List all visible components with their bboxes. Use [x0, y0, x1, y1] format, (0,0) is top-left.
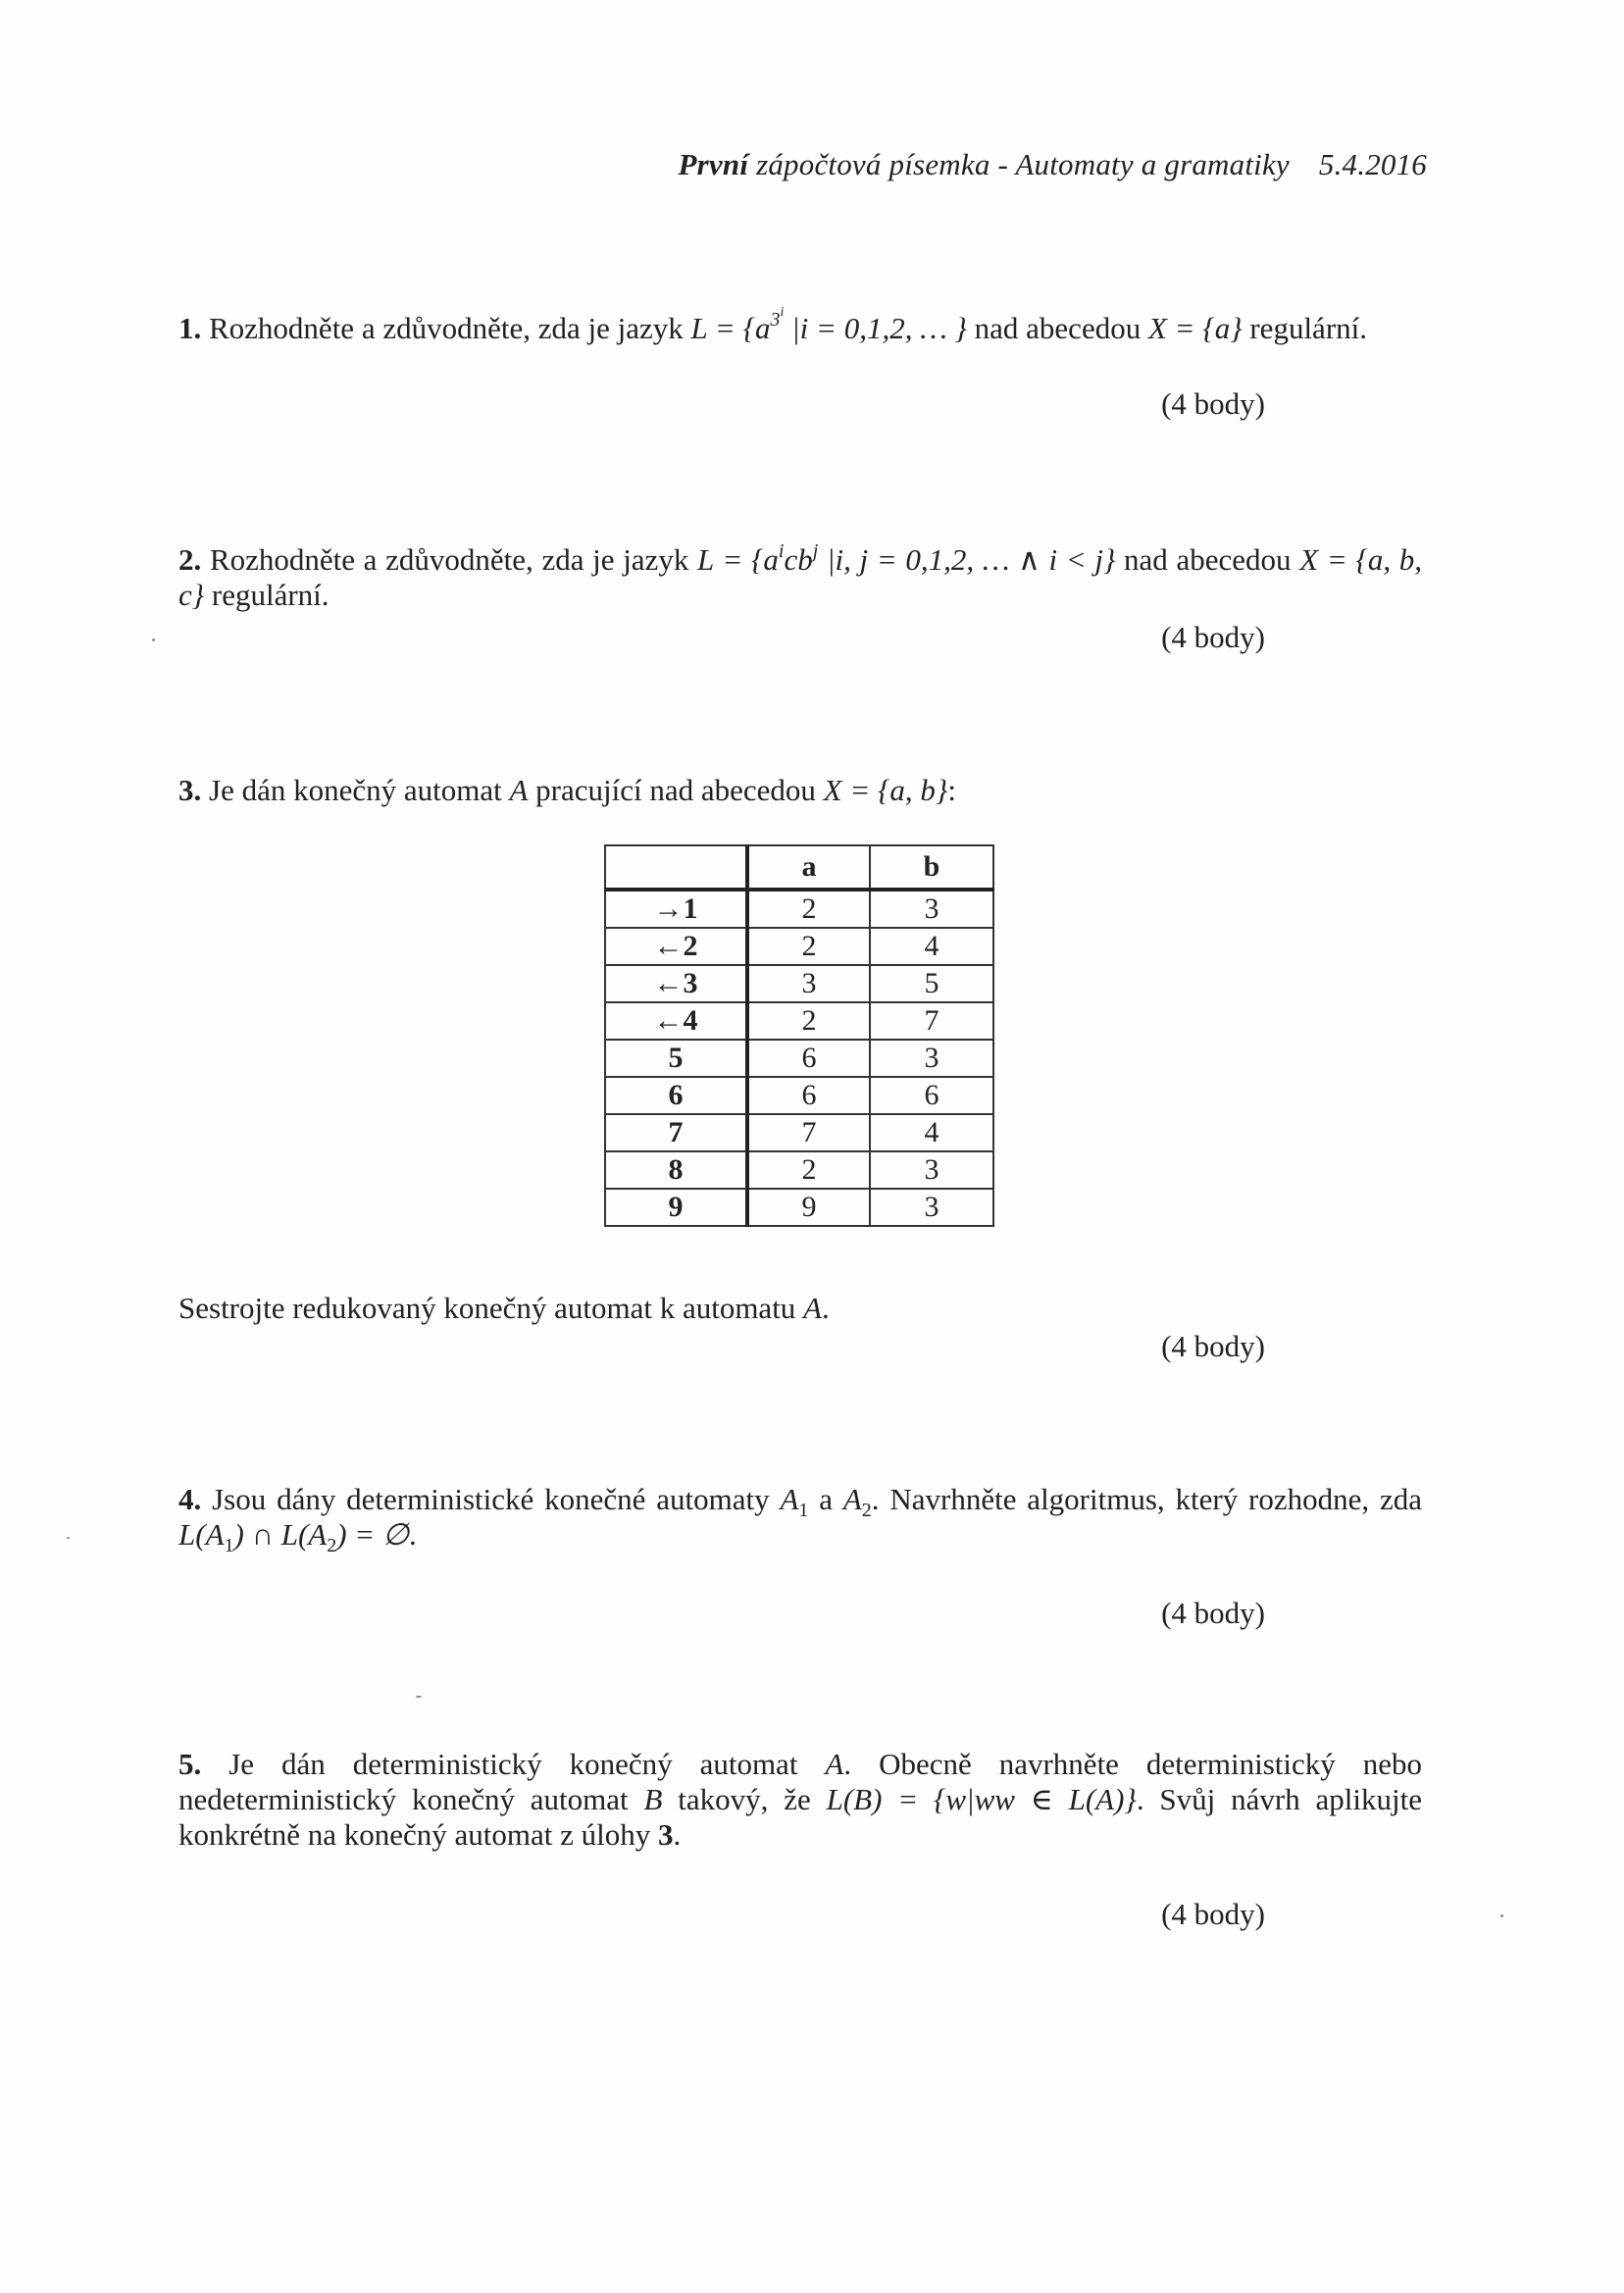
task-4-text-a: Jsou dány deterministické konečné automaty	[201, 1482, 781, 1516]
speck	[1500, 1914, 1503, 1917]
task-3-number: 3.	[178, 773, 202, 807]
transition-table	[604, 844, 994, 1227]
task-1-points: (4 body)	[1161, 386, 1265, 421]
task-5-points: (4 body)	[1161, 1897, 1265, 1931]
task-4-points: (4 body)	[1161, 1596, 1265, 1630]
task-1-exp2: i	[780, 305, 785, 321]
table-row	[605, 1189, 993, 1226]
task-1-math-rest: |i = 0,1,2, … }	[784, 311, 967, 345]
task-1-math2: X = {a}	[1147, 311, 1243, 345]
task-3-after-text: Sestrojte redukovaný konečný automat k automatu	[178, 1291, 804, 1325]
task-1-text-a: Rozhodněte a zdůvodněte, zda je jazyk	[201, 311, 691, 345]
state-cell: 9	[605, 1189, 747, 1226]
task-5-text-d: . Svůj návrh aplikujte konkrétně na konečný automat z úlohy	[178, 1782, 1423, 1852]
task-1-number: 1.	[178, 311, 202, 345]
task-5-math: A	[825, 1747, 844, 1781]
table-header-state	[605, 845, 747, 890]
table-row	[605, 1040, 993, 1077]
transition-b-cell: 6	[870, 1077, 993, 1114]
transition-b-cell: 3	[870, 1040, 993, 1077]
task-4-math-sub2: 2	[327, 1535, 337, 1557]
task-4-math-sub1: 1	[224, 1535, 234, 1557]
speck	[152, 638, 155, 641]
table-row	[605, 1077, 993, 1114]
header-date: 5.4.2016	[1318, 147, 1427, 181]
transition-b-cell: 4	[870, 928, 993, 965]
speck	[416, 1696, 422, 1698]
transition-b-cell: 3	[870, 1151, 993, 1189]
task-3-text-a: Je dán konečný automat	[201, 773, 510, 807]
transition-b-cell: 5	[870, 965, 993, 1002]
page-header	[628, 147, 1427, 182]
task-2-math2: X = {a, b, c}	[178, 542, 1422, 612]
table-row	[605, 1114, 993, 1151]
transition-b-cell: 3	[870, 890, 993, 928]
task-2	[178, 539, 1422, 613]
speck	[67, 1537, 70, 1539]
task-4-math: L(A	[178, 1517, 225, 1552]
header-bold-word: První	[678, 147, 749, 181]
task-5-math2: B	[643, 1782, 663, 1816]
task-5-number: 5.	[178, 1747, 202, 1781]
transition-a-cell: 3	[747, 965, 870, 1002]
task-3-math: A	[509, 773, 529, 807]
task-5-ref: 3	[657, 1817, 674, 1852]
table-row	[605, 928, 993, 965]
task-4-m1: A	[780, 1482, 799, 1516]
header-title: zápočtová písemka - Automaty a gramatiky	[748, 147, 1290, 181]
task-2-exp2: j	[812, 539, 819, 562]
task-3-after-end: .	[822, 1291, 830, 1325]
task-2-text-a: Rozhodněte a zdůvodněte, zda je jazyk	[201, 542, 698, 577]
state-cell: ←3	[605, 965, 747, 1002]
transition-a-cell: 7	[747, 1114, 870, 1151]
state-cell: →1	[605, 890, 747, 928]
task-3-text-c: :	[947, 773, 956, 807]
task-4-m1-sub: 1	[798, 1500, 809, 1522]
task-2-math-rest: |i, j = 0,1,2, … ∧ i < j}	[818, 542, 1116, 577]
task-4-text-and: a	[808, 1482, 843, 1516]
task-1-text-b: nad abecedou	[966, 311, 1148, 345]
task-4-text-c: .	[408, 1517, 417, 1552]
state-cell: ←2	[605, 928, 747, 965]
transition-a-cell: 2	[747, 1002, 870, 1040]
task-5-text-c: takový, že	[662, 1782, 827, 1816]
task-4-math-mid: ) ∩ L(A	[233, 1517, 328, 1552]
task-1-exp: 3	[770, 308, 781, 331]
task-4	[178, 1482, 1422, 1557]
task-3	[178, 773, 1422, 808]
task-4-number: 4.	[178, 1482, 202, 1516]
table-header-b: b	[870, 845, 993, 890]
task-3-points: (4 body)	[1161, 1329, 1265, 1363]
task-5-text-e: .	[673, 1817, 682, 1852]
task-2-points: (4 body)	[1161, 620, 1265, 654]
transition-a-cell: 2	[747, 1151, 870, 1189]
task-2-math: L = {a	[697, 542, 779, 577]
task-5-math3: L(B) = {w|ww ∈ L(A)}	[826, 1782, 1137, 1816]
task-1-math: L = {a	[690, 311, 771, 345]
table-row	[605, 1151, 993, 1189]
transition-a-cell: 2	[747, 928, 870, 965]
state-cell: 7	[605, 1114, 747, 1151]
task-4-m2-sub: 2	[861, 1500, 872, 1522]
task-4-m2: A	[842, 1482, 862, 1516]
task-4-text-b: . Navrhněte algoritmus, který rozhodne, zda	[871, 1482, 1422, 1516]
task-4-math-rest: ) = ∅	[336, 1517, 409, 1552]
task-2-text-b: nad abecedou	[1115, 542, 1300, 577]
task-3-after-math: A	[803, 1291, 822, 1325]
task-1	[178, 305, 1422, 346]
state-cell: ←4	[605, 1002, 747, 1040]
task-1-text-c: regulární.	[1242, 311, 1367, 345]
transition-b-cell: 7	[870, 1002, 993, 1040]
transition-a-cell: 9	[747, 1189, 870, 1226]
task-3-instruction	[178, 1291, 1422, 1326]
transition-b-cell: 3	[870, 1189, 993, 1226]
state-cell: 8	[605, 1151, 747, 1189]
state-cell: 6	[605, 1077, 747, 1114]
task-5	[178, 1747, 1422, 1853]
transition-a-cell: 2	[747, 890, 870, 928]
task-2-text-c: regulární.	[204, 578, 330, 612]
task-2-math-mid: cb	[784, 542, 813, 577]
state-cell: 5	[605, 1040, 747, 1077]
table-header-row	[605, 845, 993, 890]
transition-a-cell: 6	[747, 1040, 870, 1077]
task-2-number: 2.	[178, 542, 202, 577]
table-row	[605, 1002, 993, 1040]
transition-b-cell: 4	[870, 1114, 993, 1151]
task-5-text-a: Je dán deterministický konečný automat	[201, 1747, 826, 1781]
task-3-text-b: pracující nad abecedou	[528, 773, 824, 807]
task-5-text-b: . Obecně navrhněte deterministický nebo nedeterministický konečný automat	[178, 1747, 1422, 1816]
table-row	[605, 890, 993, 928]
task-2-exp: i	[778, 539, 785, 562]
table-header-a: a	[747, 845, 870, 890]
table-row	[605, 965, 993, 1002]
task-3-math2: X = {a, b}	[823, 773, 948, 807]
transition-a-cell: 6	[747, 1077, 870, 1114]
